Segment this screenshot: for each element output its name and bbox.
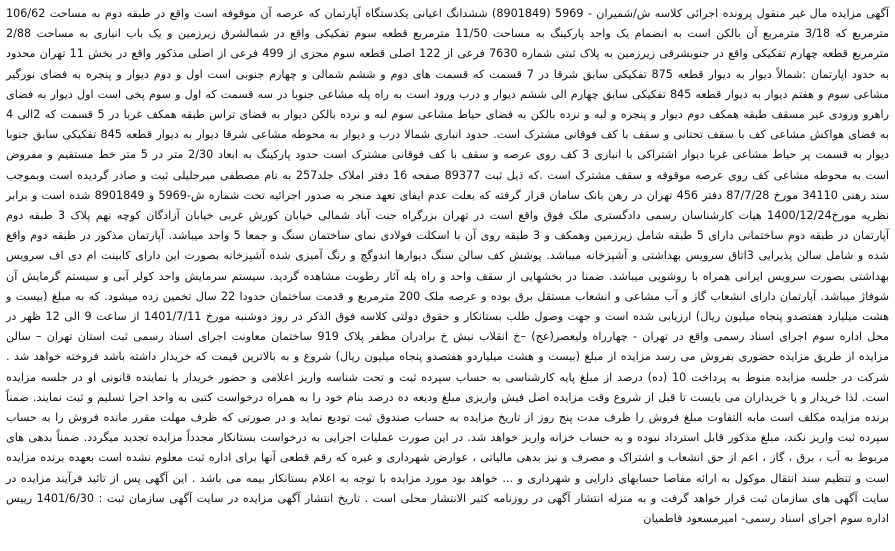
auction-notice-text: آگهی مزایده مال غیر منقول پرونده اجرائی کلاسه ش/شمیران - 5969 (8901849) ششدانگ اعیانی یکدستگاه آپارتمان که عرصه آن موقوفه است واقع در طبقه دوم به مساحت 106/62 مترمربع که 3/18 مترمربع آن بالکن است به انضمام یک واحد پارکینگ به مساحت 11/50 مترمربع قطعه سوم تفکیکی واقع در شمالشرق زیرزمین و یک باب انباری به مساحت 2/88 مترمربع قطعه چهارم تفکیکی واقع در جنوبشرقی زیرزمین به پلاک ثبتی شماره 7630 فرعی از 122 اصلی قطعه سوم مجزی از 499 فرعی از اصلی مذکور واقع در بخش 11 تهران محدود به حدود اپارتمان :شمالاً دیوار به دیوار قطعه 875 تفکیکی سابق شرقا در 7 قسمت که قسمت های دوم و ششم شمالی و چهارم جنوبی است اول و دوم دیوار و پنجره به فضای نورگیر مشاعی سوم و هفتم دیوار به دیوار قطعه 845 تفکیکی سابق چهارم الی ششم دیوار و درب ورود است به راه پله مشاعی جنوبا در سه قسمت که اول و سوم پخی است اول دیوار به فضای راهرو ورودی غیر مسقف طبقه همکف دوم دیوار و پنجره و لبه و نرده بالکن به فضای حیاط مشاعی سوم لبه و نرده بالکن دیوار به فضای تراس طبقه همکف غربا در 5 قسمت که 2الی 4 به فضای هواکش مشاعی کف با سقف تحتانی و سقف با کف فوقانی مشترک است. حدود انباری شمالا درب و دیوار به محوطه مشاعی شرقا دیوار به دیوار قطعه 845 تفکیکی سابق جنوبا دیوار به قسمت پر حیاط مشاعی غربا دیوار اشتراکی با انباری 3 کف روی عرصه و سقف با کف فوقانی مشترک است حدود پارکینگ به ابعاد 2/30 متر در 5 متر خط مستقیم و مفروض است به محوطه مشاعی کف روی عرصه موقوفه و سقف مشترک است .که ذیل ثبت 89377 صفحه 16 دفتر املاک جلد257 به نام مصطفی میرجلیلی ثبت و صادر گردیده است وبموجب سند رهنی 34110 مورخ 87/7/28 دفتر 456 تهران در رهن بانک سامان قرار گرفته که بعلت عدم ایفای تعهد منجر به صدور اجرائیه تحت شماره ش-5969 و 8901849 شده است و برابر نظریه مورخ1400/12/24 هیات کارشناسان رسمی دادگستری ملک فوق واقع است در تهران بزرگراه جنت آباد شمالی خیابان کورش غربی خیابان آزادگان کوچه نهم پلاک 3 طبقه دوم آپارتمان در طبقه دوم ساختمانی دارای 5 طبقه شامل زیرزمین وهمکف و 3 طبقه روی آن با اسکلت فولادی نمای ساختمان سنگ و جمعا 5 واحد میباشد. آپارتمان مذکور در طبقه دوم واقع شده و شامل سالن پذیرایی 3اتاق سرویس بهداشتی و آشپزخانه میباشد. پوشش کف سالن سنگ دیوارها اندوگچ و رنگ آمیزی شده آشپزخانه بصورت این دارای کابینت ام دی اف سرویس بهداشتی بصورت سرویس ایرانی همراه با روشویی میباشد. ضمنا در بخشهایی از سقف واحد و راه پله آثار رطوبت مشاهده گردید. سیستم سرمایش واحد کولر آبی و سیستم گرمایش آن شوفاژ میباشد. آپارتمان دارای انشعاب گاز و آب مشاعی و انشعاب مستقل برق بوده و عرصه ملک 200 مترمربع و قدمت ساختمان حدودا 22 سال تخمین زده میشود. که به مبلغ (بیست و هشت میلیارد هفتصدو پنجاه میلیون ریال) ارزیابی شده است و جهت وصول طلب بستانکار و حقوق دولتی کلاسه فوق الذکر در روز دوشنبه مورخ 1401/7/11 از ساعت 9 الی 12 ظهر در محل اداره سوم اجرای اسناد رسمی واقع در تهران - چهارراه ولیعصر(عج) –خ انقلاب نبش خ برادران مظفر پلاک 919 ساختمان معاونت اجرای اسناد رسمی ثبت استان تهران – سالن مزایده از طریق مزایده حضوری بفروش می رسد مزایده از مبلغ (بیست و هشت میلیاردو هفتصدو پنجاه میلیون ریال) شروع و به بالاترین قیمت که خریدار داشته باشد فروخته خواهد شد . شرکت در جلسه مزایده منوط به پرداخت 10 (ده) درصد از مبلغ پایه کارشناسی به حساب سپرده ثبت و تحت شناسه واریز اعلامی و حضور خریدار یا نماینده قانونی او در جلسه مزایده است. لذا خریدار و یا خریداران می بایست تا قبل از شروع وقت مزایده اصل فیش واریزی مبلغ ودیعه ده درصد بنام خود را به همراه درخواست کتبی به واحد اجرا تسلیم و ثبت نمایند. ضمناً برنده مزایده مکلف است مابه التفاوت مبلغ فروش را ظرف مدت پنج روز از تاریخ مزایده به حساب صندوق ثبت تودیع نماید و در صورتی که ظرف مهلت مقرر مانده فروش را به حساب سپرده ثبت واریز نکند، مبلغ مذکور قابل استرداد نبوده و به حساب خزانه واریز خواهد شد. در این صورت عملیات اجرایی به درخواست بستانکار مجدداً مزایده تجدید میگردد. ضمناً بدهی های مربوط به آب ، برق ، گاز ، اعم از حق انشعاب و اشتراک و مصرف و نیز بدهی مالیاتی ، عوارض شهرداری و غیره که رقم قطعی آنها برای اداره ثبت معلوم نشده است بعهده برنده مزایده است و تنظیم سند انتقال موکول به ارائه مفاصا حسابهای دارایی و شهرداری و ... خواهد بود مورد مزایده با توجه به اعلام بستانکار بیمه می باشد . این آگهی پس از تائید فرآیند مزایده در سایت آگهی های سازمان ثبت قرار خواهد گرفت و به منزله انتشار آگهی در روزنامه کثیر الانتشار محلی است . تاریخ انتشار آگهی مزایده در سایت آگهی سازمان ثبت : 1401/6/30 رییس اداره سوم اجرای اسناد رسمی- امیرمسعود فاطمیان <box>6 7 890 526</box>
